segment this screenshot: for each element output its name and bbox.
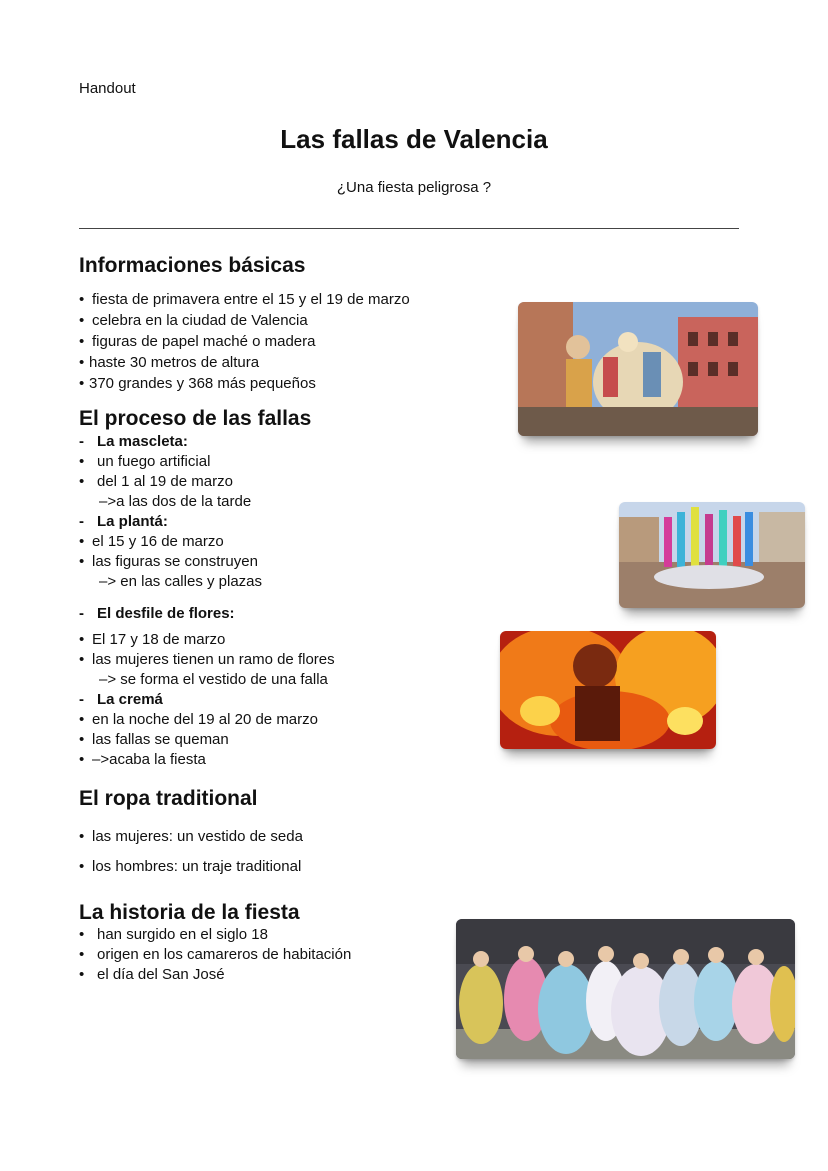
handout-label: Handout: [79, 80, 136, 97]
falleras-parade-photo: [456, 919, 795, 1059]
history-list: [79, 925, 351, 985]
section-heading-process: El proceso de las fallas: [79, 407, 312, 430]
list-item: • el 15 y 16 de marzo: [79, 533, 224, 550]
list-item: • El 17 y 18 de marzo: [79, 631, 226, 648]
page-subtitle: ¿Una fiesta peligrosa ?: [336, 179, 492, 196]
section-heading-basic: Informaciones básicas: [79, 254, 306, 277]
list-note: –>a las dos de la tarde: [99, 493, 252, 510]
list-item: • 370 grandes y 368 más pequeños: [79, 375, 316, 392]
list-item: • celebra en la ciudad de Valencia: [79, 312, 308, 329]
list-note: –> se forma el vestido de una falla: [99, 671, 328, 688]
list-item: • –>acaba la fiesta: [79, 751, 206, 768]
list-item: • del 1 al 19 de marzo: [79, 473, 233, 490]
subheading-crema: - La cremá: [79, 691, 163, 708]
list-item: • un fuego artificial: [79, 453, 211, 470]
list-item: • figuras de papel maché o madera: [79, 333, 316, 350]
clothing-list: [79, 822, 303, 882]
desfile-list: [79, 630, 335, 770]
list-item: • origen en los camareros de habitación: [79, 946, 352, 963]
subheading-planta: - La plantá:: [79, 513, 168, 530]
process-list-continued: [79, 603, 235, 625]
process-list: [79, 432, 262, 592]
falla-monument-photo: [518, 302, 758, 436]
page-title: Las fallas de Valencia: [280, 124, 548, 154]
list-item: • fiesta de primavera entre el 15 y el 19 de marzo: [79, 291, 410, 308]
list-item: • las mujeres: un vestido de seda: [79, 828, 303, 845]
list-item: • han surgido en el siglo 18: [79, 926, 268, 943]
list-item: • las figuras se construyen: [79, 553, 258, 570]
subheading-mascleta: - La mascleta:: [79, 433, 188, 450]
list-note: –> en las calles y plazas: [99, 573, 263, 590]
divider: [79, 228, 739, 229]
list-item: • en la noche del 19 al 20 de marzo: [79, 711, 318, 728]
subheading-desfile: - El desfile de flores:: [79, 605, 235, 622]
list-item: • los hombres: un traje traditional: [79, 858, 302, 875]
section-heading-history: La historia de la fiesta: [79, 901, 300, 924]
section-heading-clothing: El ropa traditional: [79, 787, 258, 810]
basic-info-list: [79, 289, 410, 394]
list-item: • las fallas se queman: [79, 731, 229, 748]
list-item: • haste 30 metros de altura: [79, 354, 260, 371]
list-item: • las mujeres tienen un ramo de flores: [79, 651, 335, 668]
crema-fire-photo: [500, 631, 716, 749]
mascleta-smoke-photo: [619, 502, 805, 608]
list-item: • el día del San José: [79, 966, 225, 983]
